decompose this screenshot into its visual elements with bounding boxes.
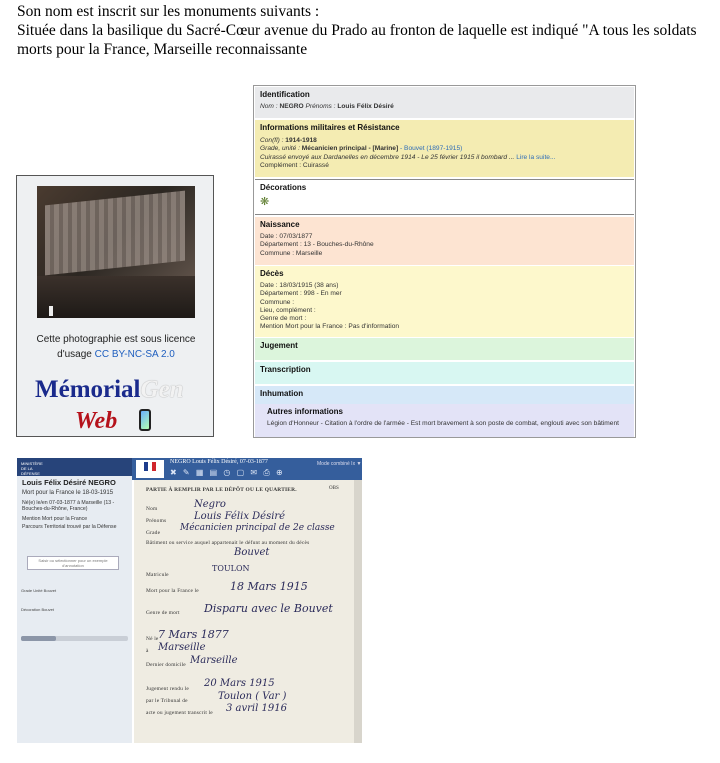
memorial-card xyxy=(16,175,214,437)
hw-toulon: TOULON xyxy=(212,564,250,573)
logo-word-memorial: Mémorial xyxy=(35,376,141,403)
doc-label-batiment: Bâtiment ou service auquel appartenait le défunt au moment du décès xyxy=(146,540,310,546)
transcription-header: Transcription xyxy=(260,365,311,374)
hw-genre: Disparu avec le Bouvet xyxy=(204,602,333,615)
military-header: Informations militaires et Résistance xyxy=(260,123,400,132)
hw-acte: 3 avril 1916 xyxy=(226,703,287,714)
table-row: Grade Unité Bouvet xyxy=(21,588,57,593)
table-row: Décoration Bouvet xyxy=(21,607,54,612)
death-header: Décès xyxy=(260,269,284,278)
doc-label-nom: Nom xyxy=(146,506,158,512)
annotation-box[interactable]: Saisir ou sélectionner pour un exemple d'annotation xyxy=(27,556,119,570)
plaque-wall xyxy=(45,191,185,276)
prenoms-value: Louis Félix Désiré xyxy=(337,103,394,110)
identification-header: Identification xyxy=(260,90,310,99)
scanned-death-record[interactable] xyxy=(134,480,354,743)
candle-icon xyxy=(49,306,53,316)
logo-word-gen: Gen xyxy=(140,376,184,403)
ministry-header xyxy=(17,458,132,476)
license-text: Cette photographie est sous licence d'usage xyxy=(36,334,196,360)
section-decorations xyxy=(255,179,634,215)
parcours-line: Parcours Territorial trouvé par la Défense xyxy=(22,524,117,530)
naissance-line: Né(e) le/en 07-03-1877 à Marseille (13 - Bouches-du-Rhône, France) xyxy=(22,500,115,513)
doc-label-genre: Genre de mort xyxy=(146,610,180,616)
burial-header: Inhumation xyxy=(260,389,304,398)
death-commune: Commune : xyxy=(260,298,295,306)
birth-department: Département : 13 - Bouches-du-Rhône xyxy=(260,241,374,249)
section-death xyxy=(255,266,634,337)
phone-icon xyxy=(139,409,151,431)
hw-a: Marseille xyxy=(158,642,206,653)
doc-heading: PARTIE À REMPLIR PAR LE DÉPÔT OU LE QUARTIER. xyxy=(146,487,297,493)
read-more-link[interactable]: Lire la suite... xyxy=(516,153,556,161)
identification-line: Nom : NEGRO Prénoms : Louis Félix Désiré xyxy=(260,103,394,110)
hw-grade: Mécanicien principal de 2e classe xyxy=(180,523,335,533)
logo-word-web: Web xyxy=(75,408,118,434)
license-link[interactable]: CC BY-NC-SA 2.0 xyxy=(94,349,175,360)
decorations-header: Décorations xyxy=(260,183,307,192)
intro-line-2: Située dans la basilique du Sacré-Cœur avenue du Prado au fronton de laquelle est indiqué "A tous les soldats morts pour la France, Marseille reconnaissante xyxy=(17,22,697,58)
death-department: Département : 998 - En mer xyxy=(260,290,342,298)
complement-line: Complément : Cuirassé xyxy=(260,161,329,169)
hw-nom: Negro xyxy=(194,499,226,510)
hw-mort: 18 Mars 1915 xyxy=(230,580,308,593)
doc-label-mort: Mort pour la France le xyxy=(146,588,199,594)
viewer-sidebar xyxy=(17,458,132,743)
intro-text xyxy=(17,2,717,59)
section-other-info xyxy=(255,404,634,437)
hw-bouvet: Bouvet xyxy=(234,547,270,558)
viewer-toolbar xyxy=(132,458,362,480)
other-info-header: Autres informations xyxy=(267,407,344,416)
intro-line-1: Son nom est inscrit sur les monuments suivants : xyxy=(17,3,320,20)
section-transcription xyxy=(255,362,634,384)
archive-viewer-screenshot xyxy=(17,458,362,743)
hw-dom: Marseille xyxy=(190,655,238,666)
section-burial xyxy=(255,386,634,404)
conflict-line: Con(fl) : 1914-1918 xyxy=(260,137,317,144)
memorialgenweb-logo[interactable] xyxy=(35,376,184,404)
death-date: Date : 18/03/1915 (38 ans) xyxy=(260,282,339,289)
birth-header: Naissance xyxy=(260,220,300,229)
republique-logo xyxy=(136,460,164,478)
toolbar-icons[interactable]: ✖ ✎ ▦ ▤ ◷ ▢ ✉ ⎙ ⊕ xyxy=(170,468,285,477)
death-place: Lieu, complément : xyxy=(260,306,316,314)
doc-label-tribunal: par le Tribunal de xyxy=(146,698,188,704)
doc-edge xyxy=(354,480,362,743)
soldier-info-panel xyxy=(253,85,636,438)
horizontal-scrollbar[interactable] xyxy=(21,636,128,641)
judgment-header: Jugement xyxy=(260,341,298,350)
nom-value: NEGRO xyxy=(279,103,304,110)
doc-label-acte: acte ou jugement transcrit le xyxy=(146,710,213,716)
ministry-logo: MINISTÈRE DE LA DÉFENSE xyxy=(21,461,43,476)
doc-label-grade: Grade xyxy=(146,530,161,536)
mode-selector[interactable]: Mode combiné Ix ▼ xyxy=(317,461,362,467)
section-military xyxy=(255,120,634,177)
mort-line: Mort pour la France le 18-03-1915 xyxy=(22,490,114,496)
doc-label-prenoms: Prénoms xyxy=(146,518,167,524)
hw-jugement: 20 Mars 1915 xyxy=(204,678,275,689)
section-birth xyxy=(255,217,634,265)
hw-tribunal: Toulon ( Var ) xyxy=(218,691,287,702)
birth-commune: Commune : Marseille xyxy=(260,249,323,257)
doc-right-column: OBS xyxy=(329,486,339,491)
floor xyxy=(37,276,195,318)
basilica-photo[interactable] xyxy=(37,186,195,318)
birth-date: Date : 07/03/1877 xyxy=(260,233,313,240)
medal-icon[interactable]: ❋ xyxy=(260,196,270,208)
doc-label-dernier: Dernier domicile xyxy=(146,662,186,668)
other-info-text: Légion d'Honneur - Citation à l'ordre de l'armée - Est mort bravement à son poste de combat, englouti avec son bâtiment xyxy=(267,420,619,427)
doc-label-a: à xyxy=(146,648,149,654)
hw-prenoms: Louis Félix Désiré xyxy=(194,511,286,522)
death-kind: Genre de mort : xyxy=(260,315,307,323)
hw-ne: 7 Mars 1877 xyxy=(158,628,229,641)
info-table xyxy=(21,588,129,612)
soldier-name: Louis Félix Désiré NEGRO xyxy=(22,478,116,487)
doc-label-jugement: Jugement rendu le xyxy=(146,686,189,692)
license-notice xyxy=(23,332,209,362)
viewer-title: NEGRO Louis Félix Désiré, 07-03-1877 xyxy=(170,459,268,465)
section-identification xyxy=(255,87,634,118)
death-mention: Mention Mort pour la France : Pas d'information xyxy=(260,323,400,331)
doc-label-matricule: Matricule xyxy=(146,572,169,578)
section-judgment xyxy=(255,338,634,360)
cuirasse-line: Cuirassé envoyé aux Dardanelles en décembre 1914 - Le 25 février 1915 il bombard ... Lire la suite... xyxy=(260,153,556,161)
scrollbar-thumb[interactable] xyxy=(21,636,56,641)
mention-line: Mention Mort pour la France xyxy=(22,516,88,522)
doc-label-ne: Né le xyxy=(146,636,159,642)
grade-line: Grade, unité : Mécanicien principal - [Marine] - Bouvet (1897-1915) xyxy=(260,145,463,153)
bouvet-link[interactable]: - Bouvet (1897-1915) xyxy=(400,145,463,153)
